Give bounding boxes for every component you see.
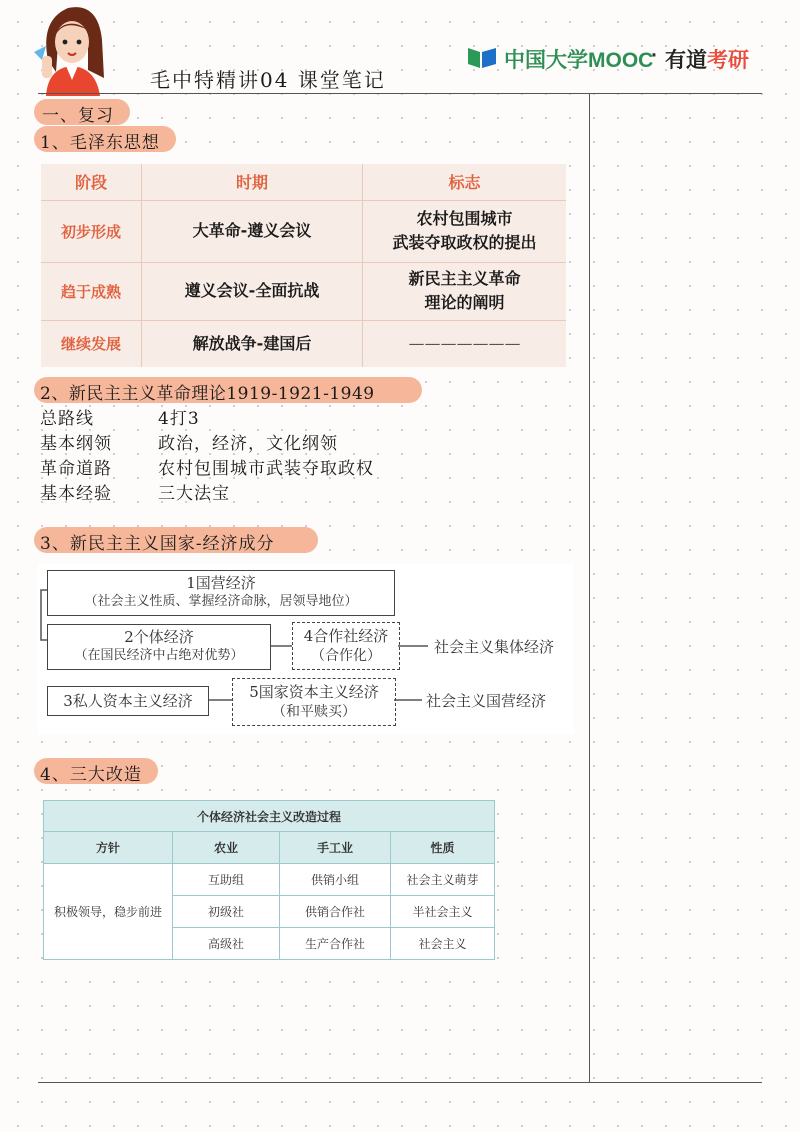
brand-mooc: 中国大学MOOC xyxy=(504,49,654,72)
private-capital-box xyxy=(47,686,209,716)
brand-youdao-a: 有道 xyxy=(665,49,707,72)
header-rule xyxy=(38,93,762,94)
th-mark: 标志 xyxy=(363,164,567,200)
period-cell: 解放战争-建国后 xyxy=(142,320,363,367)
state-capital-note: （和平赎买） xyxy=(272,704,356,720)
brand-logo xyxy=(466,42,766,72)
table-cell: 供销合作社 xyxy=(280,896,391,928)
mark-line1: 新民主主义革命 xyxy=(408,269,521,288)
mark-line1: 农村包围城市 xyxy=(416,209,513,228)
state-capital-box xyxy=(232,678,396,726)
th-agriculture: 农业 xyxy=(173,832,280,864)
private-capital-title: 3私人资本主义经济 xyxy=(63,692,193,710)
economy-diagram xyxy=(38,564,574,734)
transformation-table xyxy=(43,800,495,960)
item-key: 革命道路 xyxy=(40,459,112,479)
table-cell: 社会主义 xyxy=(391,928,495,960)
th-period: 时期 xyxy=(142,164,363,200)
state-economy-title: 1国营经济 xyxy=(186,574,256,592)
th-nature: 性质 xyxy=(391,832,495,864)
th-policy: 方针 xyxy=(44,832,173,864)
mark-line2: 理论的阐明 xyxy=(424,293,505,312)
state-economy-box xyxy=(47,570,395,616)
cooperative-economy-title: 4合作社经济 xyxy=(303,627,389,645)
table-cell: 互助组 xyxy=(173,864,280,896)
item-value: 农村包围城市武装夺取政权 xyxy=(158,459,374,479)
mark-cell xyxy=(363,262,567,320)
mark-cell xyxy=(363,200,567,262)
heading-ndr-theory: 2、新民主主义革命理论1919-1921-1949 xyxy=(40,384,375,404)
collective-label: 社会主义集体经济 xyxy=(434,638,555,656)
list-item xyxy=(40,454,374,479)
list-item xyxy=(40,479,374,504)
table-cell: 社会主义萌芽 xyxy=(391,864,495,896)
margin-rule xyxy=(589,93,590,1083)
policy-cell: 积极领导，稳步前进 xyxy=(44,864,173,960)
cooperative-economy-box xyxy=(292,622,400,670)
item-value: 三大法宝 xyxy=(158,484,230,504)
ndr-list xyxy=(40,404,374,504)
th-stage: 阶段 xyxy=(41,164,142,200)
mark-cell: ——————— xyxy=(408,333,521,353)
state-owned-label: 社会主义国营经济 xyxy=(426,692,547,710)
cooperative-economy-note: （合作化） xyxy=(311,648,381,664)
stage-cell: 初步形成 xyxy=(41,200,142,262)
heading-transformation: 4、三大改造 xyxy=(40,765,142,785)
table-cell: 高级社 xyxy=(173,928,280,960)
individual-economy-box xyxy=(47,624,271,670)
item-key: 基本经验 xyxy=(40,484,112,504)
state-capital-title: 5国家资本主义经济 xyxy=(249,683,379,701)
stage-cell: 继续发展 xyxy=(60,335,121,354)
th-handicraft: 手工业 xyxy=(280,832,391,864)
table-cell: 供销小组 xyxy=(280,864,391,896)
brand-youdao xyxy=(665,44,749,74)
table-cell: 半社会主义 xyxy=(391,896,495,928)
list-item xyxy=(40,429,374,454)
item-value: 政治，经济，文化纲领 xyxy=(158,434,338,454)
avatar xyxy=(28,0,114,96)
period-cell: 大革命-遵义会议 xyxy=(142,200,363,262)
individual-economy-note: （在国民经济中占绝对优势） xyxy=(74,648,244,663)
state-economy-note: （社会主义性质、掌握经济命脉，居领导地位） xyxy=(84,594,358,609)
period-cell: 遵义会议-全面抗战 xyxy=(142,262,363,320)
footer-rule xyxy=(38,1082,762,1083)
heading-mao-thought: 1、毛泽东思想 xyxy=(40,133,160,153)
individual-economy-title: 2个体经济 xyxy=(124,628,194,646)
brand-dot: · xyxy=(651,44,658,67)
item-key: 总路线 xyxy=(40,409,94,429)
item-value: 4打3 xyxy=(158,409,200,429)
table-cell: 初级社 xyxy=(173,896,280,928)
mao-thought-table xyxy=(41,164,566,367)
item-key: 基本纲领 xyxy=(40,434,112,454)
brand-youdao-b: 考研 xyxy=(707,49,749,72)
section-review: 一、复习 xyxy=(42,106,114,126)
page-title: 毛中特精讲04 课堂笔记 xyxy=(150,68,386,92)
list-item xyxy=(40,404,374,429)
table-cell: 生产合作社 xyxy=(280,928,391,960)
table-caption: 个体经济社会主义改造过程 xyxy=(44,801,495,832)
mooc-logo-icon xyxy=(466,44,498,70)
mark-line2: 武装夺取政权的提出 xyxy=(392,233,537,252)
heading-economy: 3、新民主主义国家-经济成分 xyxy=(40,534,275,554)
stage-cell: 趋于成熟 xyxy=(41,262,142,320)
